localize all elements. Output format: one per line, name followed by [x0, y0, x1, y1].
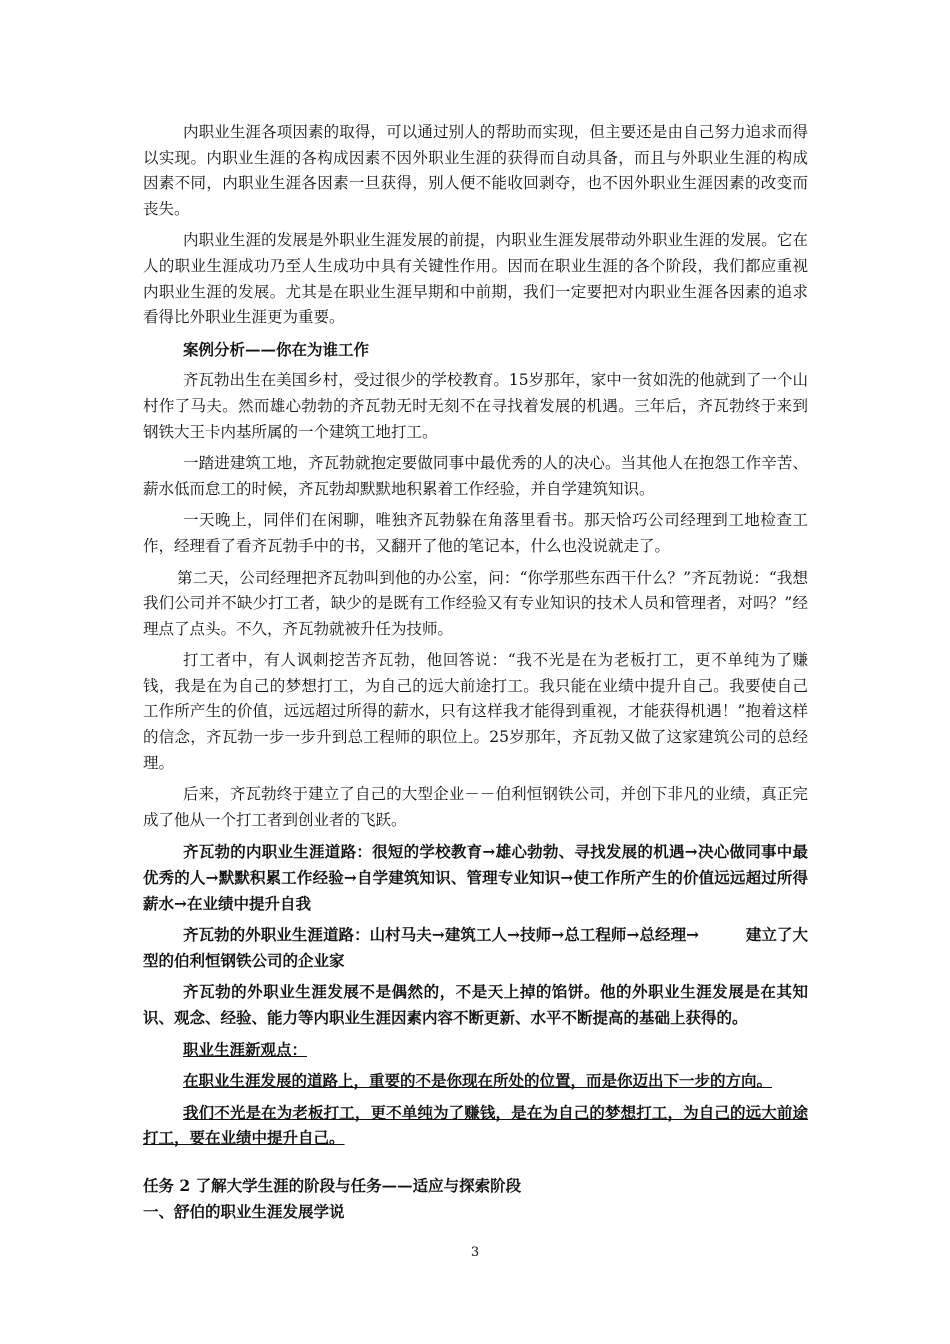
task-title: 任务 2 了解大学生涯的阶段与任务——适应与探索阶段	[143, 1175, 522, 1195]
paragraph-inner-career-acquisition: 内职业生涯各项因素的取得，可以通过别人的帮助而实现，但主要还是由自己努力追求而得以实现。内职业生涯的各构成因素不因外职业生涯的获得而自动具备，而且与外职业生涯的构成因素不同，内职业生涯各因素一旦获得，别人便不能收回剥夺，也不因外职业生涯因素的改变而丧失。	[143, 123, 808, 218]
new-view-statement-1	[143, 1068, 808, 1094]
case-paragraph: 一踏进建筑工地，齐瓦勃就抱定要做同事中最优秀的人的决心。当其他人在抱怨工作辛苦、薪水低而怠工的时候，齐瓦勃却默默地积累着工作经验，并自学建筑知识。	[143, 454, 808, 498]
page-number: 3	[470, 1245, 480, 1260]
case-paragraph: 打工者中，有人讽刺挖苦齐瓦勃，他回答说：“我不光是在为老板打工，更不单纯为了赚钱，我是在为自己的梦想打工，为自己的远大前途打工。我只能在业绩中提升自己。我要使自己工作所产生的价值，远远超过所得的薪水，只有这样我才能得到重视，才能获得机遇！”抱着这样的信念，齐瓦勃一步一步升到总工程师的职位上。25岁那年，齐瓦勃又做了这家建筑公司的总经理。	[143, 651, 808, 772]
new-view-title	[143, 1037, 808, 1063]
new-view-statement-2	[143, 1100, 808, 1151]
paragraph-inner-career-development: 内职业生涯的发展是外职业生涯发展的前提，内职业生涯发展带动外职业生涯的发展。它在人的职业生涯成功乃至人生成功中具有关键性作用。因而在职业生涯的各个阶段，我们都应重视内职业生涯的发展。尤其是在职业生涯早期和中前期，我们一定要把对内职业生涯各因素的追求看得比外职业生涯更为重要。	[143, 231, 808, 327]
new-view-statement-2-text: 我们不光是在为老板打工，更不单纯为了赚钱，是在为自己的梦想打工，为自己的远大前途打工，要在业绩中提升自己。	[143, 1102, 808, 1148]
section-title: 一、舒伯的职业生涯发展学说	[143, 1201, 345, 1221]
outer-career-path: 齐瓦勃的外职业生涯道路：山村马夫→建筑工人→技师→总工程师→总经理→ 建立了大型的伯利恒钢铁公司的企业家	[143, 925, 808, 970]
case-conclusion: 齐瓦勃的外职业生涯发展不是偶然的，不是天上掉的馅饼。他的外职业生涯发展是在其知识、观念、经验、能力等内职业生涯因素内容不断更新、水平不断提高的基础上获得的。	[143, 982, 808, 1027]
case-paragraph: 齐瓦勃出生在美国乡村，受过很少的学校教育。15岁那年，家中一贫如洗的他就到了一个山村作了马夫。然而雄心勃勃的齐瓦勃无时无刻不在寻找着发展的机遇。三年后，齐瓦勃终于来到钢铁大王卡内基所属的一个建筑工地打工。	[143, 371, 808, 441]
case-paragraph: 后来，齐瓦勃终于建立了自己的大型企业－－伯利恒钢铁公司，并创下非凡的业绩，真正完成了他从一个打工者到创业者的飞跃。	[143, 785, 808, 829]
case-paragraph: 第二天，公司经理把齐瓦勃叫到他的办公室，问：“你学那些东西干什么？”齐瓦勃说：“我想我们公司并不缺少打工者，缺少的是既有工作经验又有专业知识的技术人员和管理者，对吗？”经理点了点头。不久，齐瓦勃就被升任为技师。	[143, 568, 808, 638]
case-paragraph: 一天晚上，同伴们在闲聊，唯独齐瓦勃躲在角落里看书。那天恰巧公司经理到工地检查工作，经理看了看齐瓦勃手中的书，又翻开了他的笔记本，什么也没说就走了。	[143, 511, 808, 555]
page-body	[143, 120, 808, 1224]
new-view-statement-1-text: 在职业生涯发展的道路上，重要的不是你现在所处的位置，而是你迈出下一步的方向。	[183, 1071, 773, 1091]
new-view-title-text: 职业生涯新观点：	[183, 1039, 308, 1059]
case-heading: 案例分析——你在为谁工作	[183, 339, 370, 359]
inner-career-path: 齐瓦勃的内职业生涯道路：很短的学校教育→雄心勃勃、寻找发展的机遇→决心做同事中最优秀的人→默默积累工作经验→自学建筑知识、管理专业知识→使工作所产生的价值远远超过所得薪水→在业绩中提升自我	[143, 842, 808, 913]
